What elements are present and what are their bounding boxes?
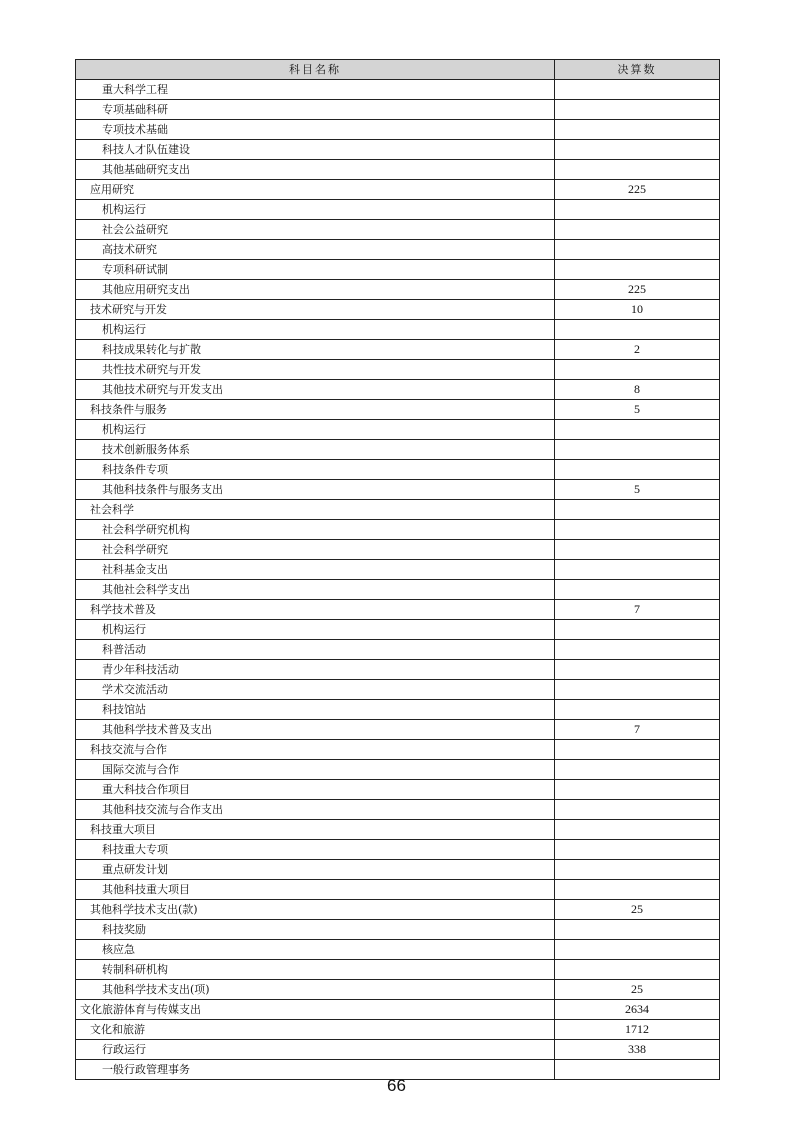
table-row [76,80,720,100]
final-amount-cell [555,540,720,560]
table-row [76,880,720,900]
table-row [76,500,720,520]
final-amount-cell: 7 [555,720,720,740]
subject-name-cell: 一般行政管理事务 [76,1060,555,1080]
final-amount-cell [555,680,720,700]
table-row [76,660,720,680]
table-row [76,920,720,940]
final-amount-cell [555,120,720,140]
table-row [76,760,720,780]
final-amount-cell: 225 [555,280,720,300]
subject-name-cell: 科技条件专项 [76,460,555,480]
subject-name-cell: 其他技术研究与开发支出 [76,380,555,400]
table-row [76,380,720,400]
table-row [76,240,720,260]
final-amount-cell [555,860,720,880]
table-row [76,480,720,500]
table-row [76,160,720,180]
table-row [76,1040,720,1060]
subject-name-cell: 其他科学技术支出(款) [76,900,555,920]
subject-name-cell: 重大科技合作项目 [76,780,555,800]
table-row [76,260,720,280]
subject-name-cell: 其他科技重大项目 [76,880,555,900]
subject-name-cell: 专项科研试制 [76,260,555,280]
subject-name-cell: 社科基金支出 [76,560,555,580]
subject-name-cell: 核应急 [76,940,555,960]
subject-name-cell: 社会科学 [76,500,555,520]
final-amount-cell [555,360,720,380]
subject-name-cell: 机构运行 [76,200,555,220]
final-amount-cell [555,80,720,100]
subject-name-cell: 国际交流与合作 [76,760,555,780]
header-final-amount: 决算数 [555,60,720,80]
final-amount-cell [555,880,720,900]
subject-name-cell: 共性技术研究与开发 [76,360,555,380]
table-row [76,540,720,560]
final-amount-cell [555,320,720,340]
subject-name-cell: 其他社会科学支出 [76,580,555,600]
final-amount-cell [555,740,720,760]
final-amount-cell [555,800,720,820]
table-row [76,100,720,120]
final-amount-cell [555,100,720,120]
final-amount-cell: 10 [555,300,720,320]
budget-table [75,59,720,1080]
table-row [76,620,720,640]
final-amount-cell: 2 [555,340,720,360]
final-amount-cell [555,960,720,980]
table-row [76,180,720,200]
subject-name-cell: 机构运行 [76,420,555,440]
final-amount-cell [555,420,720,440]
final-amount-cell [555,700,720,720]
final-amount-cell [555,760,720,780]
table-row [76,820,720,840]
table-row [76,720,720,740]
final-amount-cell: 338 [555,1040,720,1060]
table-row [76,520,720,540]
subject-name-cell: 青少年科技活动 [76,660,555,680]
final-amount-cell [555,440,720,460]
final-amount-cell [555,580,720,600]
table-row [76,860,720,880]
table-row [76,740,720,760]
subject-name-cell: 重点研发计划 [76,860,555,880]
table-row [76,280,720,300]
subject-name-cell: 重大科学工程 [76,80,555,100]
table-row [76,420,720,440]
final-amount-cell: 8 [555,380,720,400]
final-amount-cell: 225 [555,180,720,200]
final-amount-cell: 7 [555,600,720,620]
table-row [76,320,720,340]
table-row [76,840,720,860]
final-amount-cell [555,220,720,240]
subject-name-cell: 文化和旅游 [76,1020,555,1040]
subject-name-cell: 机构运行 [76,320,555,340]
table-row [76,600,720,620]
table-row [76,120,720,140]
table-row [76,400,720,420]
subject-name-cell: 文化旅游体育与传媒支出 [76,1000,555,1020]
subject-name-cell: 机构运行 [76,620,555,640]
table-row [76,220,720,240]
table-row [76,780,720,800]
subject-name-cell: 科普活动 [76,640,555,660]
subject-name-cell: 科技奖励 [76,920,555,940]
final-amount-cell [555,920,720,940]
table-body [76,80,720,1080]
table-row [76,800,720,820]
subject-name-cell: 科技交流与合作 [76,740,555,760]
subject-name-cell: 社会科学研究机构 [76,520,555,540]
table-row [76,940,720,960]
final-amount-cell [555,940,720,960]
subject-name-cell: 科技人才队伍建设 [76,140,555,160]
subject-name-cell: 技术研究与开发 [76,300,555,320]
final-amount-cell: 25 [555,900,720,920]
table-row [76,580,720,600]
final-amount-cell [555,460,720,480]
final-amount-cell [555,820,720,840]
subject-name-cell: 转制科研机构 [76,960,555,980]
table-row [76,200,720,220]
table-row [76,460,720,480]
table-row [76,300,720,320]
subject-name-cell: 科技成果转化与扩散 [76,340,555,360]
table-row [76,340,720,360]
subject-name-cell: 科学技术普及 [76,600,555,620]
final-amount-cell: 5 [555,400,720,420]
subject-name-cell: 技术创新服务体系 [76,440,555,460]
final-amount-cell [555,260,720,280]
subject-name-cell: 行政运行 [76,1040,555,1060]
header-subject-name: 科目名称 [76,60,555,80]
subject-name-cell: 科技馆站 [76,700,555,720]
final-amount-cell [555,240,720,260]
table-row [76,700,720,720]
table-row [76,900,720,920]
subject-name-cell: 社会科学研究 [76,540,555,560]
final-amount-cell [555,200,720,220]
final-amount-cell [555,520,720,540]
final-amount-cell [555,640,720,660]
subject-name-cell: 社会公益研究 [76,220,555,240]
subject-name-cell: 科技重大专项 [76,840,555,860]
table-row [76,440,720,460]
table-row [76,1020,720,1040]
final-amount-cell [555,840,720,860]
table-row [76,360,720,380]
final-amount-cell [555,560,720,580]
final-amount-cell [555,140,720,160]
subject-name-cell: 其他应用研究支出 [76,280,555,300]
subject-name-cell: 高技术研究 [76,240,555,260]
subject-name-cell: 其他科技条件与服务支出 [76,480,555,500]
table-row [76,640,720,660]
table-row [76,980,720,1000]
subject-name-cell: 应用研究 [76,180,555,200]
subject-name-cell: 科技重大项目 [76,820,555,840]
subject-name-cell: 其他科学技术普及支出 [76,720,555,740]
final-amount-cell: 25 [555,980,720,1000]
subject-name-cell: 科技条件与服务 [76,400,555,420]
subject-name-cell: 其他基础研究支出 [76,160,555,180]
table-row [76,680,720,700]
page-number: 66 [387,1076,406,1095]
table-row [76,140,720,160]
final-amount-cell: 5 [555,480,720,500]
final-amount-cell [555,620,720,640]
subject-name-cell: 专项基础科研 [76,100,555,120]
subject-name-cell: 其他科学技术支出(项) [76,980,555,1000]
final-amount-cell [555,500,720,520]
final-amount-cell [555,160,720,180]
subject-name-cell: 专项技术基础 [76,120,555,140]
final-amount-cell [555,780,720,800]
table-row [76,1000,720,1020]
table-header-row [76,60,720,80]
table-row [76,960,720,980]
subject-name-cell: 学术交流活动 [76,680,555,700]
final-amount-cell: 1712 [555,1020,720,1040]
final-amount-cell [555,660,720,680]
subject-name-cell: 其他科技交流与合作支出 [76,800,555,820]
table-row [76,560,720,580]
final-amount-cell: 2634 [555,1000,720,1020]
